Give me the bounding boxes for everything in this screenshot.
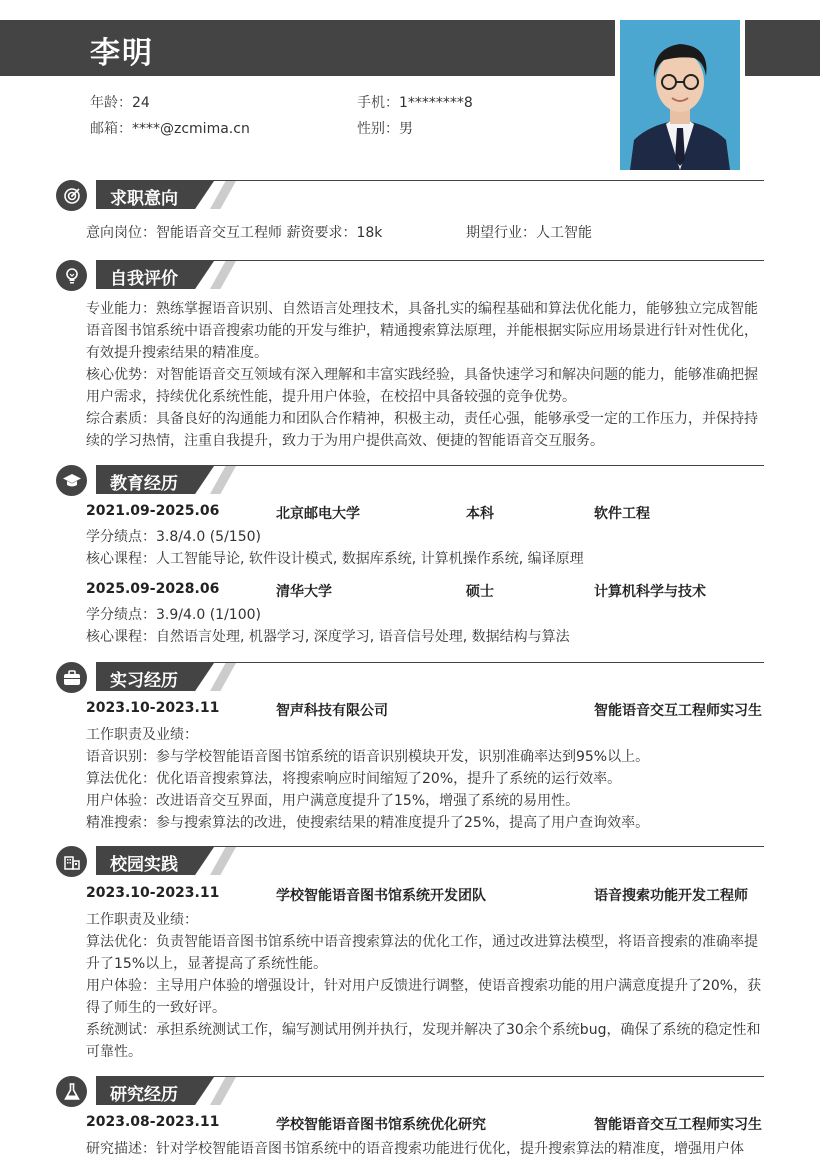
campus-line: 系统测试：承担系统测试工作，编写测试用例并执行，发现并解决了30余个系统bug，确保了系统的稳定性和可靠性。	[86, 1022, 761, 1060]
section-self-eval-header	[56, 260, 764, 292]
education-major: 计算机科学与技术	[594, 584, 706, 600]
phone-row	[357, 92, 473, 112]
research-description: 研究描述：针对学校智能语音图书馆系统中的语音搜索功能进行优化，提升搜索算法的精准度，增强用户体	[86, 1141, 744, 1157]
education-gpa: 学分绩点：3.8/4.0 (5/150)	[86, 529, 261, 545]
phone-value: 1********8	[399, 95, 473, 111]
email-value: ****@zcmima.cn	[132, 121, 250, 137]
education-period: 2025.09-2028.06	[86, 581, 220, 597]
section-title: 教育经历	[110, 474, 178, 494]
internship-line: 用户体验：改进语音交互界面，用户满意度提升了15%，增强了系统的易用性。	[86, 793, 580, 809]
research-period: 2023.08-2023.11	[86, 1114, 220, 1130]
campus-period: 2023.10-2023.11	[86, 885, 220, 901]
section-title: 求职意向	[110, 189, 178, 209]
education-gpa: 学分绩点：3.9/4.0 (1/100)	[86, 607, 261, 623]
phone-label: 手机：	[357, 95, 399, 111]
education-courses: 核心课程：自然语言处理, 机器学习, 深度学习, 语音信号处理, 数据结构与算法	[86, 629, 570, 645]
section-internship-header	[56, 662, 764, 694]
research-entry-header	[86, 1114, 766, 1136]
target-icon	[56, 180, 87, 211]
gender-label: 性别：	[357, 121, 399, 137]
section-education-header	[56, 465, 764, 497]
age-value: 24	[132, 95, 150, 111]
flask-icon	[56, 1076, 87, 1107]
campus-line: 算法优化：负责智能语音图书馆系统中语音搜索算法的优化工作，通过改进算法模型，将语音搜索的准确率提升了15%以上，显著提高了系统性能。	[86, 934, 758, 972]
education-courses: 核心课程：人工智能导论, 软件设计模式, 数据库系统, 计算机操作系统, 编译原理	[86, 551, 584, 567]
section-intention-header	[56, 180, 764, 212]
intention-row	[86, 222, 766, 244]
section-divider	[96, 465, 764, 466]
self-eval-qualities: 综合素质：具备良好的沟通能力和团队合作精神，积极主动，责任心强，能够承受一定的工作压力，并保持持续的学习热情，注重自我提升，致力于为用户提供高效、便捷的智能语音交互服务。	[86, 411, 758, 449]
internship-role: 智能语音交互工程师实习生	[594, 703, 762, 719]
internship-line: 精准搜索：参与搜索算法的改进，使搜索结果的精准度提升了25%，提高了用户查询效率。	[86, 815, 650, 831]
self-eval-strengths: 核心优势：对智能语音交互领域有深入理解和丰富实践经验，具备快速学习和解决问题的能力，能够准确把握用户需求，持续优化系统性能，提升用户体验，在校招中具备较强的竞争优势。	[86, 367, 758, 405]
internship-entry-header	[86, 700, 766, 722]
age-label: 年龄：	[90, 95, 132, 111]
education-school: 清华大学	[276, 584, 332, 600]
building-icon	[56, 846, 87, 877]
intention-position: 意向岗位：智能语音交互工程师	[86, 225, 282, 241]
research-project: 学校智能语音图书馆系统优化研究	[276, 1117, 486, 1133]
section-title: 自我评价	[110, 269, 178, 289]
education-entry-header	[86, 503, 766, 525]
self-eval-professional: 专业能力：熟练掌握语音识别、自然语言处理技术，具备扎实的编程基础和算法优化能力，能够独立完成智能语音图书馆系统中语音搜索功能的开发与维护，精通搜索算法原理，并能根据实际应用场景进行针对性优化，有效提升搜索结果的精准度。	[86, 301, 758, 361]
gender-value: 男	[399, 121, 413, 137]
education-major: 软件工程	[594, 506, 650, 522]
candidate-name: 李明	[90, 36, 154, 71]
education-period: 2021.09-2025.06	[86, 503, 220, 519]
intention-industry: 期望行业：人工智能	[466, 225, 592, 241]
education-entry-header	[86, 581, 766, 603]
campus-role: 语音搜索功能开发工程师	[594, 888, 748, 904]
age-row	[90, 92, 150, 112]
email-row	[90, 118, 250, 138]
campus-entry-header	[86, 885, 766, 907]
section-divider	[96, 662, 764, 663]
internship-line: 算法优化：优化语音搜索算法，将搜索响应时间缩短了20%，提升了系统的运行效率。	[86, 771, 622, 787]
section-title: 实习经历	[110, 671, 178, 691]
section-divider	[96, 180, 764, 181]
education-school: 北京邮电大学	[276, 506, 360, 522]
intention-salary: 薪资要求：18k	[286, 225, 383, 241]
section-title: 研究经历	[110, 1085, 178, 1105]
gender-row	[357, 118, 413, 138]
section-title: 校园实践	[110, 855, 178, 875]
internship-period: 2023.10-2023.11	[86, 700, 220, 716]
briefcase-icon	[56, 662, 87, 693]
education-degree: 硕士	[466, 584, 494, 600]
section-campus-header	[56, 846, 764, 878]
section-divider	[96, 260, 764, 261]
campus-line: 用户体验：主导用户体验的增强设计，针对用户反馈进行调整，使语音搜索功能的用户满意度提升了20%，获得了师生的一致好评。	[86, 978, 762, 1016]
internship-line: 工作职责及业绩：	[86, 727, 198, 743]
education-degree: 本科	[466, 506, 494, 522]
internship-line: 语音识别：参与学校智能语音图书馆系统的语音识别模块开发，识别准确率达到95%以上。	[86, 749, 650, 765]
campus-line: 工作职责及业绩：	[86, 912, 198, 928]
internship-company: 智声科技有限公司	[276, 703, 388, 719]
bulb-icon	[56, 260, 87, 291]
section-divider	[96, 1076, 764, 1077]
section-research-header	[56, 1076, 764, 1108]
graduation-cap-icon	[56, 465, 87, 496]
email-label: 邮箱：	[90, 121, 132, 137]
section-divider	[96, 846, 764, 847]
research-role: 智能语音交互工程师实习生	[594, 1117, 762, 1133]
profile-photo	[620, 20, 740, 170]
campus-org: 学校智能语音图书馆系统开发团队	[276, 888, 486, 904]
